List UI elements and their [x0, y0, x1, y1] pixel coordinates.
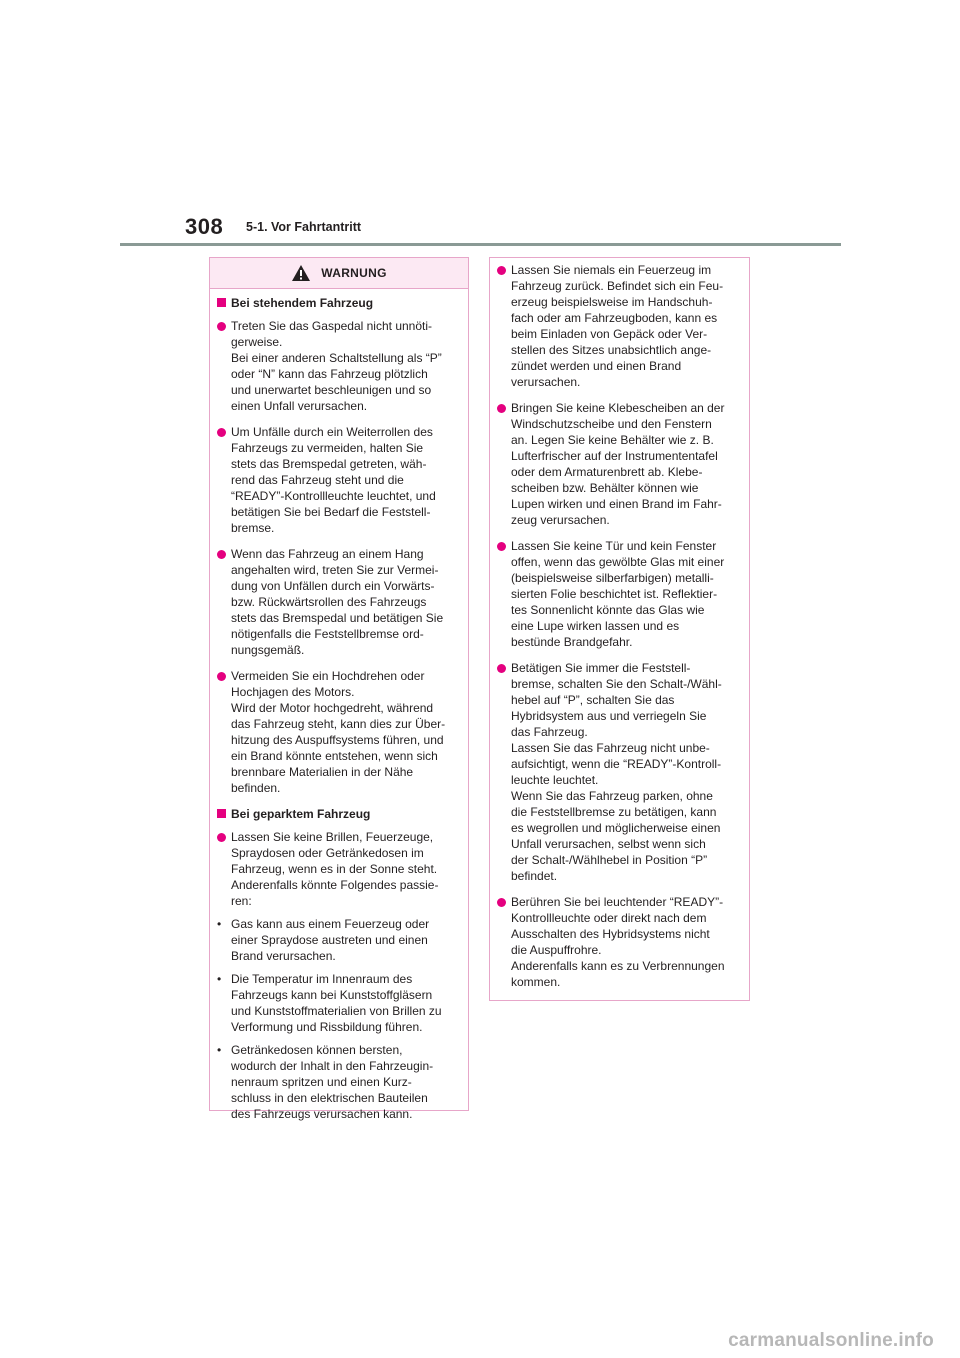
- list-item: [497, 400, 741, 528]
- circle-bullet-icon: [217, 550, 226, 559]
- item-text: Um Unfälle durch ein Weiterrollen des Fahrzeugs zu vermeiden, halten Sie stets das Bremspedal getreten, wäh- rend das Fahrzeug steht und die “READY”-Kontrollleuchte leuchtet, und betätigen Sie bei Bedarf die Feststell- bremse.: [231, 425, 436, 535]
- page-number: 308: [185, 214, 224, 239]
- warning-box-continued: [489, 257, 750, 1001]
- list-item: [217, 668, 460, 796]
- warning-content-right: [490, 258, 749, 990]
- item-text: Betätigen Sie immer die Feststell- bremse, schalten Sie den Schalt-/Wähl- hebel auf “P”, schalten Sie das Hybridsystem aus und verriegeln Sie das Fahrzeug. Lassen Sie das Fahrzeug nicht unbe- aufsichtigt, wenn die “READY”-Kontroll- leuchte leuchtet. Wenn Sie das Fahrzeug parken, ohne die Feststellbremse zu betätigen, kann es wegrollen und möglicherweise einen Unfall verursachen, selbst wenn sich der Schalt-/Wählhebel in Position “P” befindet.: [511, 661, 722, 883]
- warning-triangle-icon: [291, 264, 311, 282]
- list-item: [497, 660, 741, 884]
- list-item: [217, 829, 460, 909]
- circle-bullet-icon: [217, 672, 226, 681]
- item-text: Lassen Sie niemals ein Feuerzeug im Fahrzeug zurück. Befindet sich ein Feu- erzeug beispielsweise im Handschuh- fach oder am Fahrzeugboden, kann es beim Einladen von Gepäck oder Ver- stellen des Sitzes unabsichtlich ange- zündet werden und einen Brand verursachen.: [511, 263, 724, 389]
- sub-item-text: Die Temperatur im Innenraum des Fahrzeugs kann bei Kunststoffgläsern und Kunststoffmaterialien von Brillen zu Verformung und Rissbildung führen.: [231, 972, 442, 1034]
- item-text: Vermeiden Sie ein Hochdrehen oder Hochjagen des Motors. Wird der Motor hochgedreht, während das Fahrzeug steht, kann dies zur Über- hitzung des Auspuffsystems führen, und ein Brand könnte entstehen, wenn sich brennbare Materialien in der Nähe befinden.: [231, 669, 446, 795]
- bullet-point: •: [217, 1043, 222, 1057]
- sub-list-item: [217, 1042, 460, 1122]
- item-text: Berühren Sie bei leuchtender “READY”- Kontrollleuchte oder direkt nach dem Ausschalten des Hybridsystems nicht die Auspuffrohre. Anderenfalls kann es zu Verbrennungen kommen.: [511, 895, 725, 989]
- sub-item-text: Getränkedosen können bersten, wodurch der Inhalt in den Fahrzeugin- nenraum spritzen und einen Kurz- schluss in den elektrischen Bauteilen des Fahrzeugs verursachen kann.: [231, 1043, 434, 1121]
- list-item: [217, 424, 460, 536]
- list-item: [217, 546, 460, 658]
- circle-bullet-icon: [497, 898, 506, 907]
- bullet-point: •: [217, 972, 222, 986]
- list-item: [497, 894, 741, 990]
- heading-text: Bei geparktem Fahrzeug: [231, 807, 371, 821]
- section-heading: [217, 806, 460, 822]
- heading-text: Bei stehendem Fahrzeug: [231, 296, 374, 310]
- circle-bullet-icon: [497, 266, 506, 275]
- bullet-point: •: [217, 917, 222, 931]
- circle-bullet-icon: [497, 664, 506, 673]
- item-text: Treten Sie das Gaspedal nicht unnöti- gerweise. Bei einer anderen Schaltstellung als “P” oder “N” kann das Fahrzeug plötzlich und unerwartet beschleunigen und so einen Unfall verursachen.: [231, 319, 442, 413]
- warning-box: [209, 257, 469, 1121]
- item-text: Lassen Sie keine Tür und kein Fenster offen, wenn das gewölbte Glas mit einer (beispielsweise silberfarbigen) metalli- sierten Folie beschichtet ist. Reflektier- tes Sonnenlicht könnte das Glas wie eine Lupe wirken lassen und es bestünde Brandgefahr.: [511, 539, 725, 649]
- circle-bullet-icon: [497, 542, 506, 551]
- sub-list-item: [217, 916, 460, 964]
- list-item: [497, 538, 741, 650]
- square-bullet-icon: [217, 298, 226, 307]
- warning-header: [210, 258, 468, 289]
- header-rule: [120, 243, 841, 246]
- sub-item-text: Gas kann aus einem Feuerzeug oder einer Spraydose austreten und einen Brand verursachen.: [231, 917, 430, 963]
- section-heading: [217, 295, 460, 311]
- circle-bullet-icon: [217, 322, 226, 331]
- circle-bullet-icon: [217, 428, 226, 437]
- sub-list-item: [217, 971, 460, 1035]
- list-item: [497, 262, 741, 390]
- item-text: Bringen Sie keine Klebescheiben an der Windschutzscheibe und den Fenstern an. Legen Sie keine Behälter wie z. B. Lufterfrischer auf der Instrumententafel oder dem Armaturenbrett ab. Klebe- scheiben bzw. Behälter können wie Lupen wirken und einen Brand im Fahr- zeug verursachen.: [511, 401, 725, 527]
- section-title: 5-1. Vor Fahrtantritt: [246, 220, 362, 234]
- item-text: Wenn das Fahrzeug an einem Hang angehalten wird, treten Sie zur Vermei- dung von Unfällen durch ein Vorwärts- bzw. Rückwärtsrollen des Fahrzeugs stets das Bremspedal und betätigen Sie nötigenfalls die Feststellbremse ord- nungsgemäß.: [231, 547, 444, 657]
- watermark: carmanualsonline.info: [728, 1330, 934, 1351]
- square-bullet-icon: [217, 809, 226, 818]
- circle-bullet-icon: [217, 833, 226, 842]
- item-text: Lassen Sie keine Brillen, Feuerzeuge, Spraydosen oder Getränkedosen im Fahrzeug, wenn es in der Sonne steht. Anderenfalls könnte Folgendes passie- ren:: [231, 830, 439, 908]
- list-item: [217, 318, 460, 414]
- circle-bullet-icon: [497, 404, 506, 413]
- warning-label: WARNUNG: [321, 266, 387, 280]
- warning-content-left: [210, 289, 468, 1122]
